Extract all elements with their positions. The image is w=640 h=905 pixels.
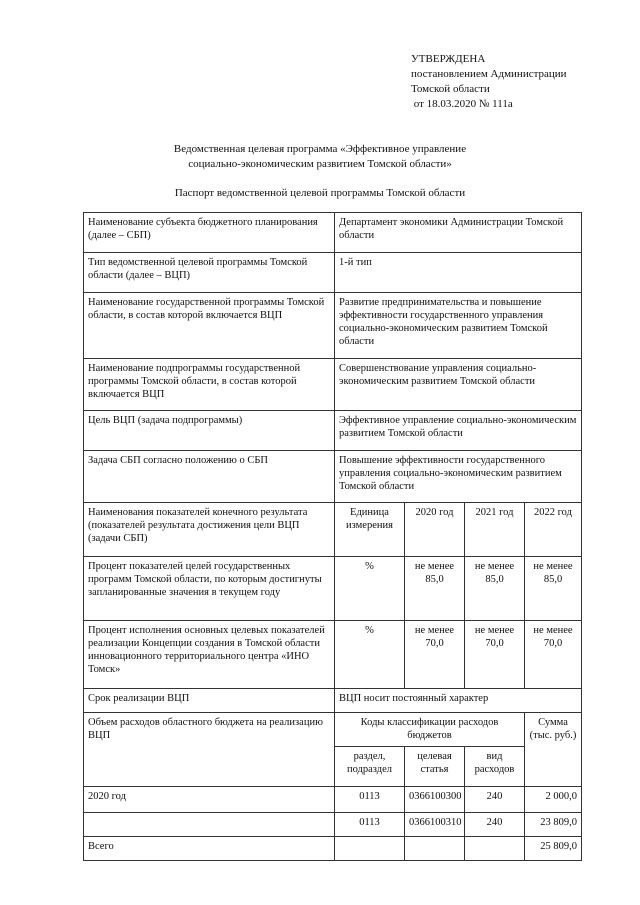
type-value: 1-й тип [335, 253, 582, 293]
approval-line-4: от 18.03.2020 № 111а [411, 98, 513, 110]
gp-value: Развитие предпринимательства и повышение эффективности государственного управления социально-экономическим развитием Томской области [335, 293, 582, 359]
indicator-unit: % [335, 621, 405, 689]
term-value: ВЦП носит постоянный характер [335, 689, 582, 713]
subprogram-value: Совершенствование управления социально-экономическим развитием Томской области [335, 359, 582, 411]
table-row [84, 213, 582, 253]
table-row [84, 253, 582, 293]
indicator-value-2020: не менее 85,0 [405, 557, 465, 621]
indicator-row [84, 621, 582, 689]
budget-row [84, 787, 582, 813]
budget-total-row [84, 837, 582, 861]
subprogram-label: Наименование подпрограммы государственной программы Томской области, в состав которой включается ВЦП [84, 359, 335, 411]
indicator-value-2021: не менее 85,0 [465, 557, 525, 621]
term-label: Срок реализации ВЦП [84, 689, 335, 713]
approval-stamp [411, 52, 567, 112]
empty-cell [465, 837, 525, 861]
subject-label: Наименование субъекта бюджетного планирования (далее – СБП) [84, 213, 335, 253]
year-3-header: 2022 год [525, 503, 582, 557]
approval-line-2: постановлением Администрации [411, 68, 567, 80]
total-label: Всего [84, 837, 335, 861]
indicator-row [84, 557, 582, 621]
indicator-value-2020: не менее 70,0 [405, 621, 465, 689]
budget-row [84, 813, 582, 837]
gp-label: Наименование государственной программы Томской области, в состав которой включается ВЦП [84, 293, 335, 359]
goal-label: Цель ВЦП (задача подпрограммы) [84, 411, 335, 451]
goal-value: Эффективное управление социально-экономическим развитием Томской области [335, 411, 582, 451]
empty-cell [405, 837, 465, 861]
indicator-value-2022: не менее 85,0 [525, 557, 582, 621]
program-title-line-1: Ведомственная целевая программа «Эффективное управление [173, 143, 467, 155]
budget-target: 0366100310 [405, 813, 465, 837]
approval-line-3: Томской области [411, 83, 490, 95]
codes-header: Коды классификации расходов бюджетов [335, 713, 525, 747]
expense-type-header: вид расходов [465, 747, 525, 787]
indicators-header-label: Наименования показателей конечного результата (показателей результата достижения цели ВЦП (задачи СБП) [84, 503, 335, 557]
year-1-header: 2020 год [405, 503, 465, 557]
total-sum: 25 809,0 [525, 837, 582, 861]
section-header: раздел, подраздел [335, 747, 405, 787]
table-row [84, 451, 582, 503]
subject-value: Департамент экономики Администрации Томской области [335, 213, 582, 253]
table-row [84, 359, 582, 411]
budget-sum: 2 000,0 [525, 787, 582, 813]
program-title-line-2: социально-экономическим развитием Томской области» [188, 158, 452, 170]
budget-type: 240 [465, 813, 525, 837]
budget-target: 0366100300 [405, 787, 465, 813]
task-value: Повышение эффективности государственного управления социально-экономическим развитием Томской области [335, 451, 582, 503]
budget-type: 240 [465, 787, 525, 813]
indicator-unit: % [335, 557, 405, 621]
passport-table [83, 212, 582, 861]
indicator-name: Процент показателей целей государственных программ Томской области, по которым достигнуты запланированные значения в текущем году [84, 557, 335, 621]
budget-header-row [84, 713, 582, 747]
target-header: целевая статья [405, 747, 465, 787]
table-row [84, 411, 582, 451]
approval-line-1: УТВЕРЖДЕНА [411, 53, 486, 65]
unit-header: Единица измерения [335, 503, 405, 557]
table-row [84, 689, 582, 713]
budget-label: Объем расходов областного бюджета на реализацию ВЦП [84, 713, 335, 787]
empty-cell [335, 837, 405, 861]
table-row [84, 293, 582, 359]
indicators-header-row [84, 503, 582, 557]
budget-section: 0113 [335, 787, 405, 813]
indicator-name: Процент исполнения основных целевых показателей реализации Концепции создания в Томской области инновационного территориального центра «ИНО Томск» [84, 621, 335, 689]
year-2-header: 2021 год [465, 503, 525, 557]
sum-header: Сумма (тыс. руб.) [525, 713, 582, 787]
indicator-value-2022: не менее 70,0 [525, 621, 582, 689]
budget-sum: 23 809,0 [525, 813, 582, 837]
type-label: Тип ведомственной целевой программы Томской области (далее – ВЦП) [84, 253, 335, 293]
passport-title: Паспорт ведомственной целевой программы Томской области [174, 187, 466, 199]
budget-row-label [84, 813, 335, 837]
budget-row-label: 2020 год [84, 787, 335, 813]
program-title [0, 142, 640, 172]
budget-section: 0113 [335, 813, 405, 837]
indicator-value-2021: не менее 70,0 [465, 621, 525, 689]
task-label: Задача СБП согласно положению о СБП [84, 451, 335, 503]
